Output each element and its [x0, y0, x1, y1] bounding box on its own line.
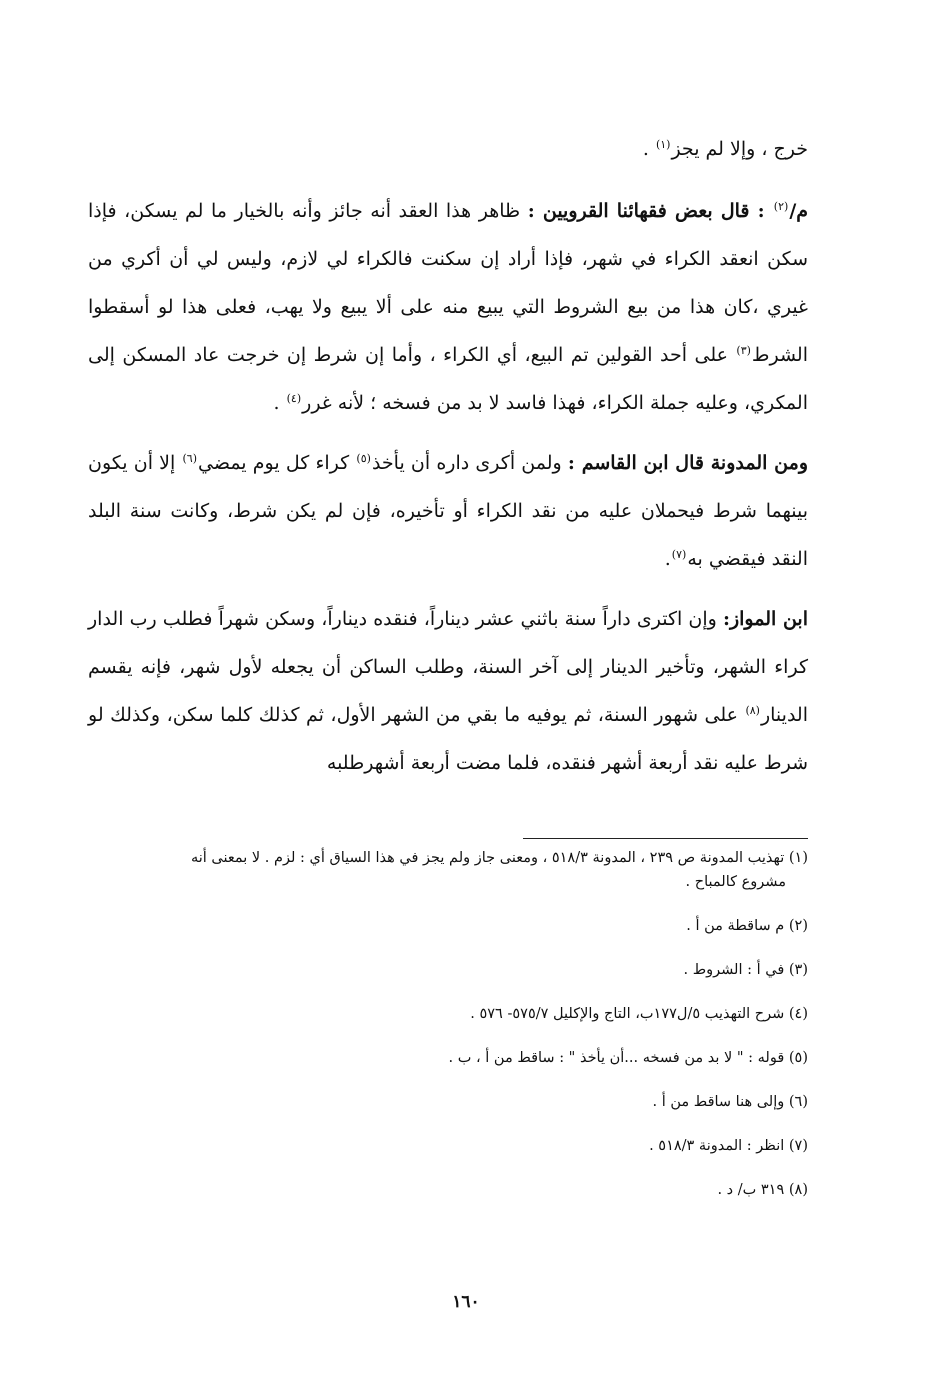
footnote-4: (٤) شرح التهذيب ٥/ل١٧٧ب، التاج والإكليل ٥٧٥/٧- ٥٧٦ .	[470, 1006, 808, 1022]
footnote-7: (٧) انظر : المدونة ٥١٨/٣ .	[649, 1138, 808, 1154]
footnote-ref[interactable]: (٧)	[671, 547, 687, 561]
paragraph-text: على شهور السنة، ثم يوفيه ما بقي من الشهر الأول، ثم كذلك كلما سكن، وكذلك لو شرط عليه نقد أربعة أشهر فنقده، فلما مضت أربعة أشهرطلبه	[88, 704, 808, 774]
paragraph-text: خرج ، وإلا لم يجز	[671, 138, 808, 160]
footnote-8: (٨) ٣١٩ ب/ د .	[717, 1182, 808, 1198]
paragraph-heading: : قال بعض فقهائنا القرويين :	[527, 200, 773, 222]
paragraph-text: وإن اكترى داراً سنة باثني عشر ديناراً، فنقده ديناراً، وسكن شهراً فطلب رب الدار كراء الشهر، وتأخير الدينار إلى آخر السنة، وطلب الساكن أن يجعله لأول شهر، فإنه يقسم الدينار	[88, 608, 808, 726]
paragraph-mudawwana	[88, 439, 808, 583]
paragraph-text: كراء كل يوم يمضي	[198, 452, 356, 474]
manuscript-marker: م/	[789, 200, 809, 222]
main-text	[88, 125, 808, 799]
footnote-ref[interactable]: (١)	[655, 137, 671, 151]
footnote-divider	[523, 838, 808, 839]
footnotes-section	[88, 846, 808, 1222]
footnote-ref[interactable]: (٢)	[773, 199, 789, 213]
paragraph-text: .	[642, 138, 655, 160]
paragraph-text: إلا أن يكون بينهما شرط فيحملان عليه من نقد الكراء أو تأخيره، فإن لم يكن شرط، وكانت سنة البلد النقد فيقضي به	[88, 452, 808, 570]
footnote-5: (٥) قوله : " لا بد من فسخه ...أن يأخذ " : ساقط من أ ، ب .	[448, 1050, 808, 1066]
paragraph-heading: ومن المدونة قال ابن القاسم :	[567, 452, 809, 474]
footnote-6: (٦) وإلى هنا ساقط من أ .	[652, 1094, 808, 1110]
footnote-ref[interactable]: (٥)	[356, 451, 371, 465]
page-number: ١٦٠	[452, 1292, 480, 1312]
footnote-3: (٣) في أ : الشروط .	[683, 962, 808, 978]
paragraph-text: .	[664, 548, 671, 570]
footnote-text: (١) تهذيب المدونة ص ٢٣٩ ، المدونة ٥١٨/٣ ، ومعنى جاز ولم يجز في هذا السياق أي : لزم . لا بمعنى أنه	[190, 850, 808, 866]
footnote-ref[interactable]: (٨)	[745, 703, 760, 717]
footnote-text: مشروع كالمباح .	[685, 874, 786, 890]
paragraph-heading: ابن المواز:	[722, 608, 808, 630]
footnote-1	[88, 846, 808, 894]
footnote-ref[interactable]: (٤)	[286, 391, 302, 405]
paragraph-text: .	[273, 392, 286, 414]
paragraph-ibn-al-mawwaz	[88, 595, 808, 787]
footnote-ref[interactable]: (٦)	[182, 451, 197, 465]
paragraph-text: ظاهر هذا العقد أنه جائز وأنه بالخيار ما لم يسكن، فإذا سكن انعقد الكراء في شهر، فإذا أراد إن سكنت فالكراء لي لازم، وليس لي أن أكري من غيري ،كان هذا من بيع الشروط التي يبيع منه على ألا يبيع ولا يهب، فعلى هذا لو أسقطوا الشرط	[88, 200, 808, 366]
footnote-2: (٢) م ساقطة من أ .	[686, 918, 808, 934]
paragraph-text: على أحد القولين تم البيع، أي الكراء ، وأما إن شرط إن خرجت عاد المسكن إلى المكري، وعليه جملة الكراء، فهذا فاسد لا بد من فسخه ؛ لأنه غرر	[88, 344, 808, 414]
paragraph-text: ولمن أكرى داره أن يأخذ	[371, 452, 568, 474]
footnote-ref[interactable]: (٣)	[736, 343, 751, 357]
paragraph-continuation	[88, 125, 808, 173]
paragraph-qarawiyyin	[88, 187, 808, 427]
